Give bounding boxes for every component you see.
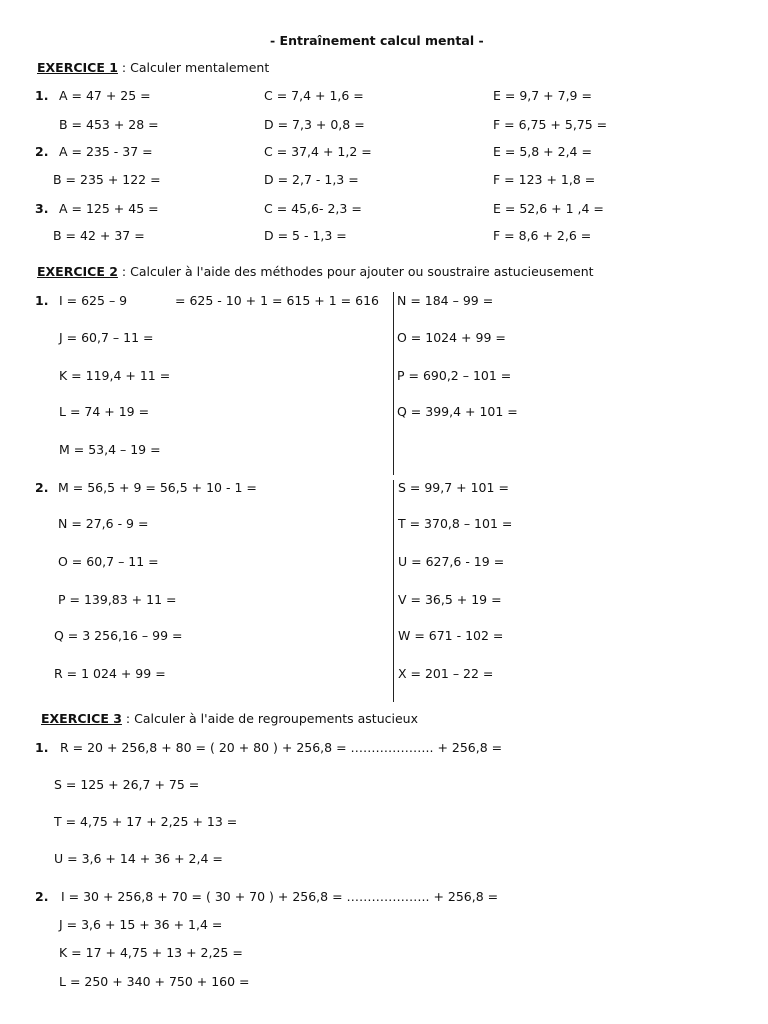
expression: E = 9,7 + 7,9 = [493, 88, 592, 103]
expression: N = 184 – 99 = [397, 293, 494, 308]
exercise-2-heading [37, 266, 594, 279]
expression: V = 36,5 + 19 = [398, 592, 502, 607]
exercise-3-heading [41, 713, 418, 726]
expression: O = 1024 + 99 = [397, 330, 506, 345]
exercise-2-instruction: : Calculer à l'aide des méthodes pour ajouter ou soustraire astucieusement [117, 264, 594, 279]
expression: D = 5 - 1,3 = [264, 228, 347, 243]
expression: S = 99,7 + 101 = [398, 480, 509, 495]
expression: M = 53,4 – 19 = [59, 442, 161, 457]
exercise-1-label: EXERCICE 1 [37, 60, 118, 75]
expression: E = 5,8 + 2,4 = [493, 144, 592, 159]
expression: A = 235 - 37 = [59, 144, 153, 159]
expression: A = 47 + 25 = [59, 88, 151, 103]
exercise-2-part-2-number: 2. [35, 480, 49, 495]
expression: Q = 3 256,16 – 99 = [54, 628, 183, 643]
expression: U = 3,6 + 14 + 36 + 2,4 = [54, 851, 223, 866]
column-divider [393, 292, 394, 475]
page-title: - Entraînement calcul mental - [270, 33, 484, 48]
expression: D = 7,3 + 0,8 = [264, 117, 365, 132]
expression: K = 119,4 + 11 = [59, 368, 171, 383]
expression: B = 235 + 122 = [53, 172, 161, 187]
expression: K = 17 + 4,75 + 13 + 2,25 = [59, 945, 243, 960]
expression: T = 370,8 – 101 = [398, 516, 513, 531]
expression: F = 6,75 + 5,75 = [493, 117, 608, 132]
expression: R = 20 + 256,8 + 80 = ( 20 + 80 ) + 256,8 = ……………….. + 256,8 = [60, 740, 503, 755]
exercise-3-part-2-number: 2. [35, 889, 49, 904]
exercise-1-heading [37, 62, 269, 75]
expression: E = 52,6 + 1 ,4 = [493, 201, 604, 216]
expression: C = 45,6- 2,3 = [264, 201, 362, 216]
expression: B = 42 + 37 = [53, 228, 145, 243]
expression: F = 8,6 + 2,6 = [493, 228, 592, 243]
expression: S = 125 + 26,7 + 75 = [54, 777, 200, 792]
exercise-1-group-2-number: 2. [35, 144, 49, 159]
expression: P = 690,2 – 101 = [397, 368, 512, 383]
exercise-1-group-1-number: 1. [35, 88, 49, 103]
exercise-2-label: EXERCICE 2 [37, 264, 118, 279]
expression: A = 125 + 45 = [59, 201, 159, 216]
expression: O = 60,7 – 11 = [58, 554, 159, 569]
expression: C = 37,4 + 1,2 = [264, 144, 372, 159]
expression: J = 60,7 – 11 = [59, 330, 154, 345]
exercise-3-part-1-number: 1. [35, 740, 49, 755]
exercise-3-label: EXERCICE 3 [41, 711, 122, 726]
expression: N = 27,6 - 9 = [58, 516, 149, 531]
expression: R = 1 024 + 99 = [54, 666, 166, 681]
expression: J = 3,6 + 15 + 36 + 1,4 = [59, 917, 223, 932]
expression: X = 201 – 22 = [398, 666, 494, 681]
worked-example: = 625 - 10 + 1 = 615 + 1 = 616 [175, 293, 379, 308]
expression: U = 627,6 - 19 = [398, 554, 505, 569]
exercise-3-instruction: : Calculer à l'aide de regroupements astucieux [121, 711, 418, 726]
expression: I = 30 + 256,8 + 70 = ( 30 + 70 ) + 256,8 = ……………….. + 256,8 = [61, 889, 499, 904]
exercise-1-group-3-number: 3. [35, 201, 49, 216]
expression: L = 74 + 19 = [59, 404, 150, 419]
expression: T = 4,75 + 17 + 2,25 + 13 = [54, 814, 238, 829]
exercise-2-part-1-number: 1. [35, 293, 49, 308]
exercise-1-instruction: : Calculer mentalement [117, 60, 270, 75]
expression: B = 453 + 28 = [59, 117, 159, 132]
expression: W = 671 - 102 = [398, 628, 504, 643]
expression: Q = 399,4 + 101 = [397, 404, 518, 419]
column-divider [393, 480, 394, 702]
expression: D = 2,7 - 1,3 = [264, 172, 359, 187]
expression: P = 139,83 + 11 = [58, 592, 177, 607]
expression: I = 625 – 9 [59, 293, 128, 308]
expression: M = 56,5 + 9 = 56,5 + 10 - 1 = [58, 480, 257, 495]
expression: F = 123 + 1,8 = [493, 172, 596, 187]
expression: L = 250 + 340 + 750 + 160 = [59, 974, 250, 989]
expression: C = 7,4 + 1,6 = [264, 88, 364, 103]
